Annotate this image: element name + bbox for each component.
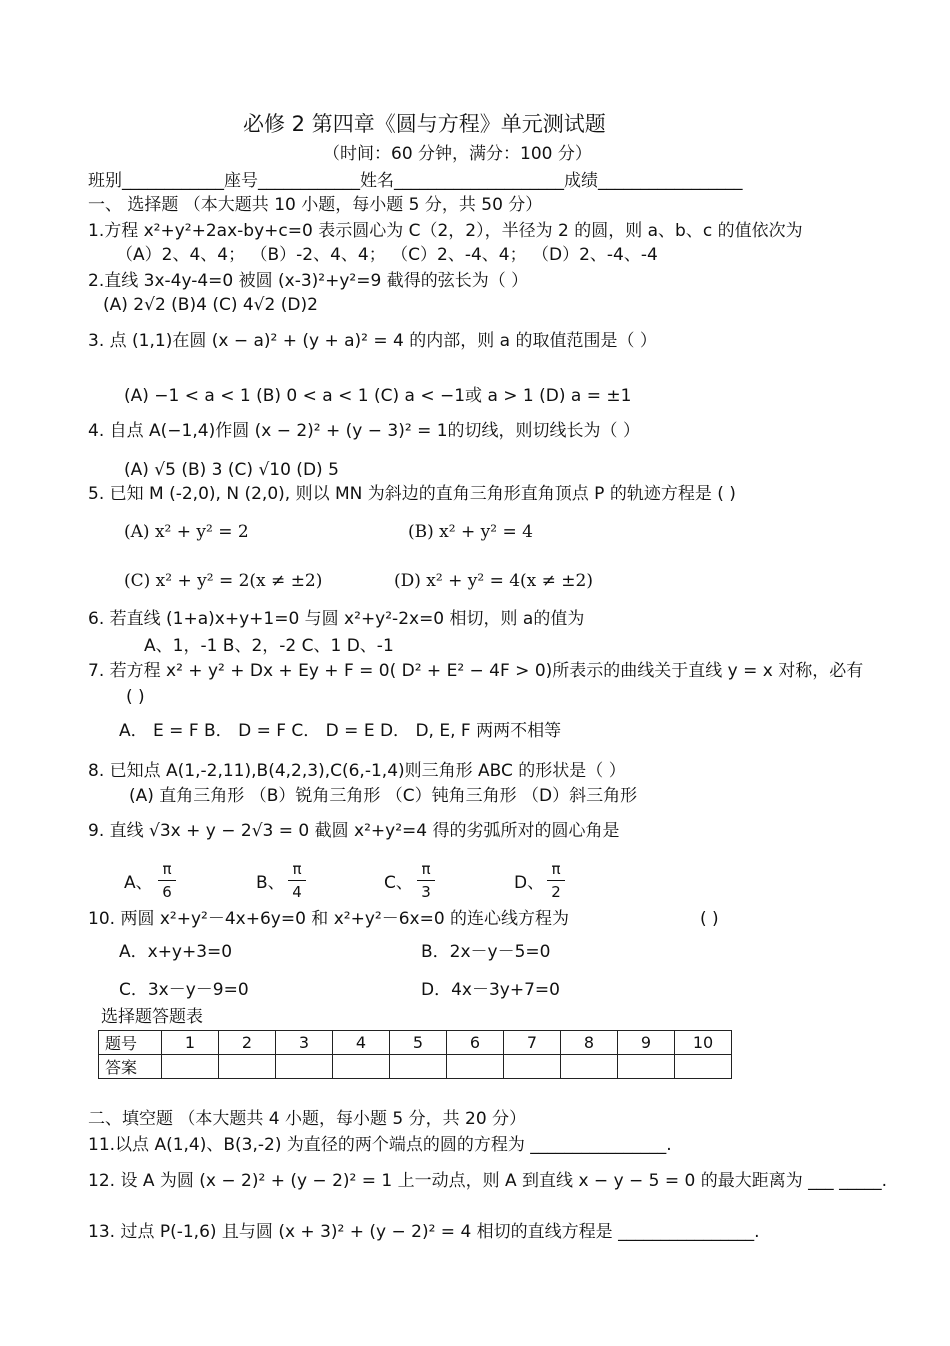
question-2-options: (A) 2√2 (B)4 (C) 4√2 (D)2 xyxy=(103,295,318,315)
table-cell-number: 4 xyxy=(333,1031,390,1055)
table-cell-number: 7 xyxy=(504,1031,561,1055)
question-8: 8. 已知点 A(1,-2,11),B(4,2,3),C(6,-1,4)则三角形 ABC 的形状是（ ） xyxy=(88,761,626,781)
fraction-denominator: 3 xyxy=(421,883,431,901)
answer-cell[interactable] xyxy=(675,1055,732,1079)
pi-numerator: π xyxy=(292,860,302,878)
table-row-header-number: 题号 xyxy=(99,1031,162,1055)
question-5-option-b: (B) x² + y² = 4 xyxy=(408,522,533,542)
answer-cell[interactable] xyxy=(219,1055,276,1079)
question-8-options: (A) 直角三角形 （B）锐角三角形 （C）钝角三角形 （D）斜三角形 xyxy=(129,786,638,806)
table-cell-number: 2 xyxy=(219,1031,276,1055)
student-info-line: 班别____________座号____________姓名____________________成绩_________________ xyxy=(88,171,743,191)
answer-cell[interactable] xyxy=(618,1055,675,1079)
q9-fraction-d xyxy=(547,860,565,901)
question-6-options: A、1，-1 B、2，-2 C、1 D、-1 xyxy=(144,636,394,656)
question-13: 13. 过点 P(-1,6) 且与圆 (x + 3)² + (y − 2)² = 4 相切的直线方程是 ________________. xyxy=(88,1222,760,1242)
pi-numerator: π xyxy=(421,860,431,878)
q9-label-c: C、 xyxy=(384,873,413,893)
table-row-header-answer: 答案 xyxy=(99,1055,162,1079)
table-row xyxy=(99,1055,732,1079)
table-row xyxy=(99,1031,732,1055)
table-cell-number: 6 xyxy=(447,1031,504,1055)
answer-cell[interactable] xyxy=(504,1055,561,1079)
section-heading-choice: 一、 选择题 （本大题共 10 小题，每小题 5 分，共 50 分） xyxy=(88,195,543,215)
question-5: 5. 已知 M (-2,0), N (2,0), 则以 MN 为斜边的直角三角形直角顶点 P 的轨迹方程是 ( ) xyxy=(88,484,736,504)
answer-cell[interactable] xyxy=(561,1055,618,1079)
question-5-option-c: (C) x² + y² = 2(x ≠ ±2) xyxy=(124,571,323,591)
table-cell-number: 3 xyxy=(276,1031,333,1055)
table-cell-number: 10 xyxy=(675,1031,732,1055)
question-1: 1.方程 x²+y²+2ax-by+c=0 表示圆心为 C（2，2），半径为 2 的圆，则 a、b、c 的值依次为 xyxy=(88,221,803,241)
question-7: 7. 若方程 x² + y² + Dx + Ey + F = 0( D² + E² − 4F > 0)所表示的曲线关于直线 y = x 对称，必有 xyxy=(88,661,864,681)
pi-numerator: π xyxy=(162,860,172,878)
page-subtitle: （时间：60 分钟，满分：100 分） xyxy=(323,144,592,164)
question-10-option-d: D．4x－3y+7=0 xyxy=(421,980,560,1000)
fraction-denominator: 6 xyxy=(162,883,172,901)
answer-cell[interactable] xyxy=(447,1055,504,1079)
question-10: 10. 两圆 x²+y²－4x+6y=0 和 x²+y²－6x=0 的连心线方程为 xyxy=(88,909,570,929)
question-10-option-a: A．x+y+3=0 xyxy=(119,942,233,962)
question-7-options: A． E = F B． D = F C． D = E D． D, E, F 两两不相等 xyxy=(119,721,562,741)
question-2: 2.直线 3x-4y-4=0 被圆 (x-3)²+y²=9 截得的弦长为（ ） xyxy=(88,271,529,291)
question-9: 9. 直线 √3x + y − 2√3 = 0 截圆 x²+y²=4 得的劣弧所对的圆心角是 xyxy=(88,821,620,841)
pi-numerator: π xyxy=(551,860,561,878)
question-3-options: (A) −1 < a < 1 (B) 0 < a < 1 (C) a < −1或 a > 1 (D) a = ±1 xyxy=(124,386,632,406)
question-6: 6. 若直线 (1+a)x+y+1=0 与圆 x²+y²-2x=0 相切，则 a的值为 xyxy=(88,609,585,629)
question-4-options: (A) √5 (B) 3 (C) √10 (D) 5 xyxy=(124,460,339,480)
q9-label-a: A、 xyxy=(124,873,153,893)
question-7-paren: ( ) xyxy=(126,687,145,707)
q9-fraction-a xyxy=(158,860,176,901)
answer-cell[interactable] xyxy=(162,1055,219,1079)
question-12: 12. 设 A 为圆 (x − 2)² + (y − 2)² = 1 上一动点，则 A 到直线 x − y − 5 = 0 的最大距离为 ___ _____. xyxy=(88,1171,887,1191)
answer-cell[interactable] xyxy=(390,1055,447,1079)
answer-cell[interactable] xyxy=(333,1055,390,1079)
table-cell-number: 1 xyxy=(162,1031,219,1055)
question-5-option-a: (A) x² + y² = 2 xyxy=(124,522,249,542)
table-cell-number: 5 xyxy=(390,1031,447,1055)
question-10-paren: ( ) xyxy=(700,909,719,929)
table-cell-number: 9 xyxy=(618,1031,675,1055)
q9-label-d: D、 xyxy=(514,873,545,893)
answer-table-title: 选择题答题表 xyxy=(101,1007,203,1027)
fraction-denominator: 2 xyxy=(551,883,561,901)
question-4: 4. 自点 A(−1,4)作圆 (x − 2)² + (y − 3)² = 1的切线，则切线长为（ ） xyxy=(88,421,640,441)
fraction-denominator: 4 xyxy=(292,883,302,901)
question-5-option-d: (D) x² + y² = 4(x ≠ ±2) xyxy=(394,571,594,591)
table-cell-number: 8 xyxy=(561,1031,618,1055)
question-10-option-b: B．2x－y－5=0 xyxy=(421,942,551,962)
question-10-option-c: C．3x－y－9=0 xyxy=(119,980,249,1000)
question-3: 3. 点 (1,1)在圆 (x − a)² + (y + a)² = 4 的内部，则 a 的取值范围是（ ） xyxy=(88,331,657,351)
q9-fraction-c xyxy=(417,860,435,901)
q9-label-b: B、 xyxy=(256,873,285,893)
section-heading-fill: 二、填空题 （本大题共 4 小题，每小题 5 分，共 20 分） xyxy=(88,1109,527,1129)
page-title: 必修 2 第四章《圆与方程》单元测试题 xyxy=(243,112,606,136)
question-1-options: （A）2、4、4； （B）-2、4、4； （C）2、-4、4； （D）2、-4、-4 xyxy=(116,245,658,265)
question-11: 11.以点 A(1,4)、B(3,-2) 为直径的两个端点的圆的方程为 ________________. xyxy=(88,1135,672,1155)
answer-cell[interactable] xyxy=(276,1055,333,1079)
answer-table xyxy=(98,1030,732,1079)
q9-fraction-b xyxy=(288,860,306,901)
